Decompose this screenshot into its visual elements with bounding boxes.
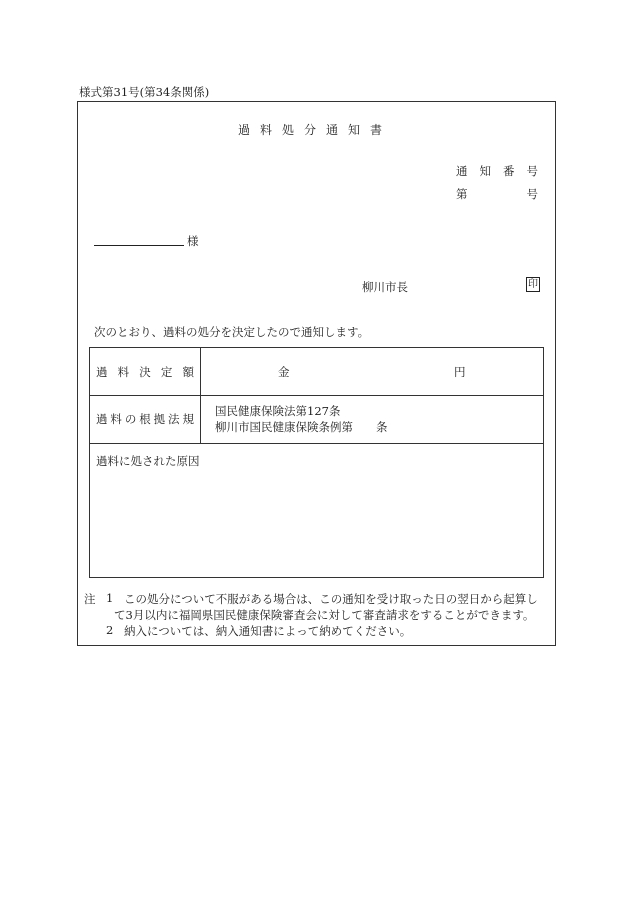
notice-number-go: 号 [526, 187, 538, 201]
note-2-number: 2 [106, 623, 114, 637]
table-row-divider [90, 395, 543, 396]
addressee-honorific: 様 [187, 234, 199, 248]
notice-number-field [456, 186, 538, 202]
legal-basis-ordinance: 柳川市国民健康保険条例第 条 [215, 420, 388, 434]
issuer-title: 柳川市長 [362, 280, 408, 294]
table-column-divider [200, 348, 201, 443]
amount-label-char: 決 [139, 365, 151, 379]
basis-label-char: 規 [182, 412, 194, 426]
addressee-blank-line [94, 245, 184, 246]
basis-label-char: 拠 [153, 412, 166, 426]
penalty-table [89, 347, 544, 578]
notice-number-char: 番 [503, 164, 515, 178]
notice-number-char: 号 [526, 164, 538, 178]
amount-label-char: 料 [117, 365, 130, 379]
reason-label: 過料に処された原因 [96, 454, 200, 468]
amount-label-char: 額 [182, 365, 194, 379]
amount-label [96, 364, 194, 380]
seal-mark: 印 [528, 279, 538, 290]
note-1-line-2: て3月以内に福岡県国民健康保険審査会に対して審査請求をすることができます。 [114, 608, 535, 622]
amount-label-char: 定 [160, 365, 173, 379]
legal-basis-label [96, 411, 194, 427]
legal-basis-law: 国民健康保険法第127条 [215, 404, 341, 418]
notice-number-char: 知 [479, 164, 491, 178]
amount-label-char: 過 [96, 365, 108, 379]
intro-text: 次のとおり、過料の処分を決定したので通知します。 [94, 325, 370, 339]
amount-kin: 金 [278, 365, 290, 379]
table-row-divider [90, 443, 543, 444]
basis-label-char: 料 [110, 412, 122, 426]
note-2-text: 納入については、納入通知書によって納めてください。 [124, 624, 412, 638]
basis-label-char: 根 [139, 412, 151, 426]
notes-prefix: 注 [84, 592, 96, 606]
document-title: 過料処分通知書 [237, 123, 392, 137]
notice-number-dai: 第 [456, 187, 468, 201]
amount-yen: 円 [454, 365, 466, 379]
note-1-line-1: この処分について不服がある場合は、この通知を受け取った日の翌日から起算し [124, 592, 538, 606]
basis-label-char: 法 [168, 412, 180, 426]
notice-number-char: 通 [456, 164, 468, 178]
basis-label-char: 過 [96, 412, 108, 426]
basis-label-char: の [124, 412, 137, 426]
note-1-number: 1 [106, 591, 114, 605]
form-number: 様式第31号(第34条関係) [79, 85, 210, 99]
notice-number-label [456, 163, 538, 179]
